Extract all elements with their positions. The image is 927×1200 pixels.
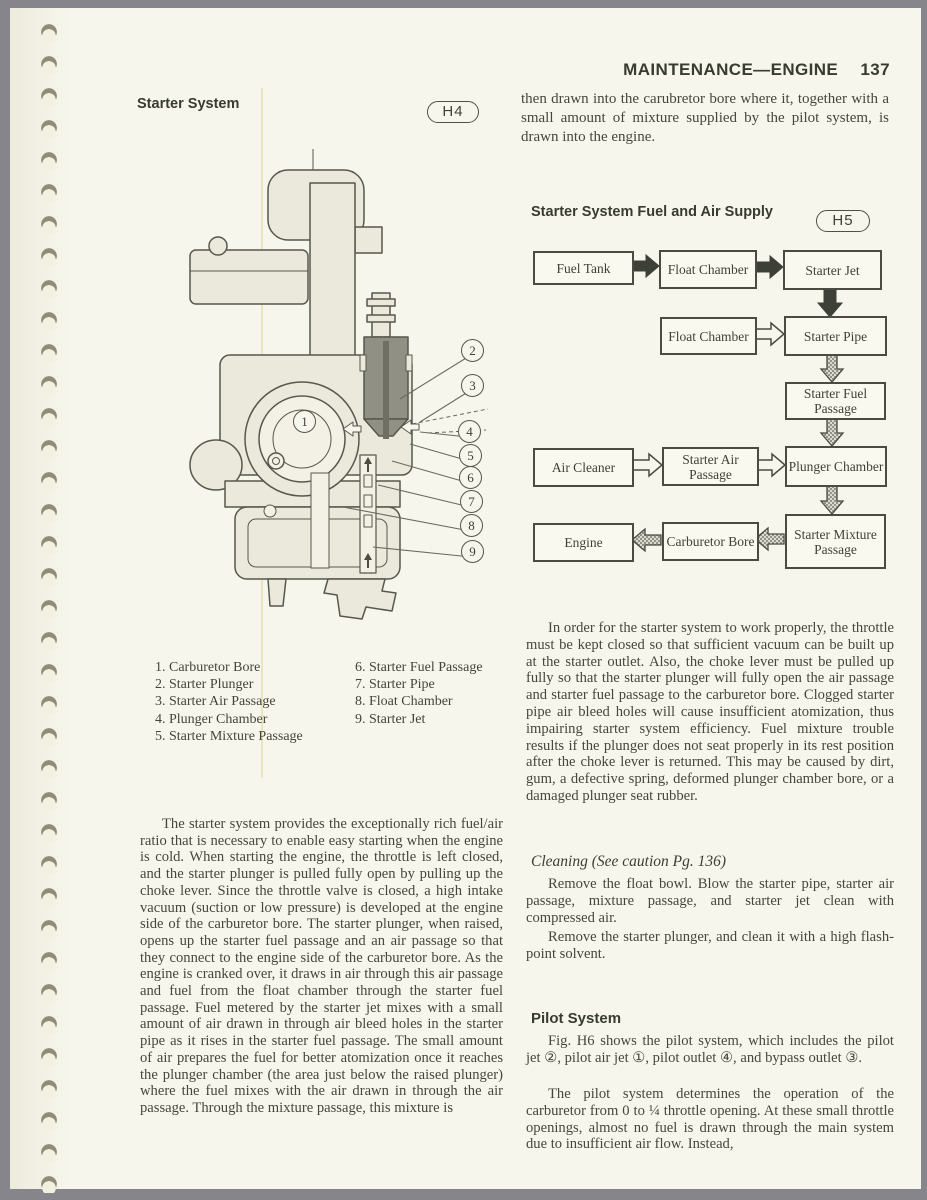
flow-box-float-chamber-2: Float Chamber	[660, 317, 757, 355]
callout-8: 8	[460, 514, 483, 537]
arrow-hollow-right	[630, 454, 662, 476]
page-header	[520, 60, 890, 80]
arrow-hollow-right	[755, 454, 785, 476]
flow-box-starter-jet: Starter Jet	[783, 250, 882, 290]
callout-6: 6	[459, 466, 482, 489]
arrow-solid-down	[818, 286, 842, 317]
callout-1: 1	[293, 410, 316, 433]
flow-box-fuel-tank: Fuel Tank	[533, 251, 634, 285]
fuel-air-supply-flowchart	[525, 243, 917, 578]
flow-box-plunger-chamber: Plunger Chamber	[785, 446, 887, 487]
parts-list-col1	[155, 659, 303, 745]
flow-box-air-cleaner: Air Cleaner	[533, 448, 634, 487]
flow-box-engine: Engine	[533, 523, 634, 562]
scanned-page	[10, 8, 921, 1189]
starter-operation-paragraph: In order for the starter system to work properly, the throttle must be kept closed so that sufficient vacuum can be built up at the starter outlet. Also, the choke lever must be pulled up fully so that the starter plunger will fully open the air passage and starter fuel passage to the carburetor bore. Clogged starter pipe air bleed holes will cause insufficient atomization, thus impairing starter system efficiency. Fuel mixture trouble results if the plunger does not seat properly in its rest position after the choke lever is returned. This may be caused by dirt, gum, a defective spring, deformed plunger chamber bore, or a damaged plunger seat rubber.	[526, 620, 894, 804]
part-item: 7. Starter Pipe	[355, 677, 435, 693]
callout-5: 5	[459, 444, 482, 467]
cleaning-heading: Cleaning (See caution Pg. 136)	[531, 853, 726, 870]
figure-label-h5: H5	[816, 210, 870, 232]
callout-4: 4	[458, 420, 481, 443]
flow-box-starter-pipe: Starter Pipe	[784, 316, 887, 356]
cleaning-paragraph-1: Remove the float bowl. Blow the starter pipe, starter air passage, mixture passage, and starter jet clean with compressed air.	[526, 876, 894, 926]
callout-3: 3	[461, 374, 484, 397]
figure-label-h4: H4	[427, 101, 479, 123]
parts-list-col2	[355, 659, 483, 728]
flow-supply-heading: Starter System Fuel and Air Supply	[531, 204, 773, 220]
arrow-hatched-left	[632, 529, 661, 551]
header-page-number: 137	[860, 60, 890, 79]
binding-holes	[36, 17, 62, 1193]
flow-box-carburetor-bore: Carburetor Bore	[662, 522, 759, 561]
header-title: MAINTENANCE—ENGINE	[623, 60, 839, 79]
callout-9: 9	[461, 540, 484, 563]
part-item: 5. Starter Mixture Passage	[155, 728, 303, 744]
pilot-system-heading: Pilot System	[531, 1010, 622, 1027]
part-item: 2. Starter Plunger	[155, 677, 254, 693]
starter-system-heading: Starter System	[137, 96, 240, 112]
flow-box-float-chamber-1: Float Chamber	[659, 250, 757, 289]
carburetor-cross-section-diagram	[180, 143, 500, 643]
flow-box-starter-air-passage: Starter Air Passage	[662, 447, 759, 486]
flow-box-starter-mixture-passage: Starter Mixture Passage	[785, 514, 886, 569]
part-item: 8. Float Chamber	[355, 694, 453, 710]
arrow-hatched-down	[821, 416, 843, 446]
part-item: 1. Carburetor Bore	[155, 660, 261, 675]
callout-7: 7	[460, 490, 483, 513]
pilot-paragraph-2: The pilot system determines the operation of the carburetor from 0 to ¼ throttle opening. At these small throttle openings, almost no fuel is drawn through the main system due to insufficient air flow. Instead,	[526, 1086, 894, 1153]
arrow-hatched-left	[755, 528, 784, 550]
intro-paragraph: then drawn into the carubretor bore where it, together with a small amount of mixture supplied by the pilot system, is drawn into the engine.	[521, 91, 889, 145]
part-item: 4. Plunger Chamber	[155, 711, 268, 727]
pilot-paragraph-1: Fig. H6 shows the pilot system, which includes the pilot jet ②, pilot air jet ①, pilot outlet ④, and bypass outlet ③.	[526, 1033, 894, 1066]
arrow-hollow-right	[753, 323, 784, 345]
starter-system-body-paragraph: The starter system provides the exceptionally rich fuel/air ratio that is necessary to enable easy starting when the engine is cold. When starting the engine, the throttle is left closed, and the starter plunger is pulled fully open by pulling up the choke lever. Since the throttle valve is closed, a high intake vacuum (suction or low pressure) is developed at the engine side of the carburetor bore. The starter plunger, when raised, opens up the starter fuel passage and an air passage so that they connect to the engine side of the carburetor bore. As the engine is cranked over, it draws in air through this air passage and fuel from the float chamber through the starter fuel passage. Fuel metered by the starter jet mixes with a small amount of air drawn in through air bleed holes in the starter pipe as it rises in the starter fuel passage. The small amount of air prepares the fuel for better atomization once it reaches the plunger chamber (the area just below the raised plunger) where the fuel mixes with the air drawn in through the air passage. Through the mixture passage, this mixture is	[140, 816, 503, 1116]
arrow-hatched-down	[821, 483, 843, 514]
arrow-solid-right	[753, 256, 783, 278]
flow-box-starter-fuel-passage: Starter Fuel Passage	[785, 382, 886, 420]
part-item: 9. Starter Jet	[355, 711, 426, 727]
arrow-hatched-down	[821, 352, 843, 382]
cleaning-paragraph-2: Remove the starter plunger, and clean it with a high flash-point solvent.	[526, 929, 894, 962]
callout-2: 2	[461, 339, 484, 362]
part-item: 3. Starter Air Passage	[155, 694, 276, 710]
part-item: 6. Starter Fuel Passage	[355, 660, 483, 675]
